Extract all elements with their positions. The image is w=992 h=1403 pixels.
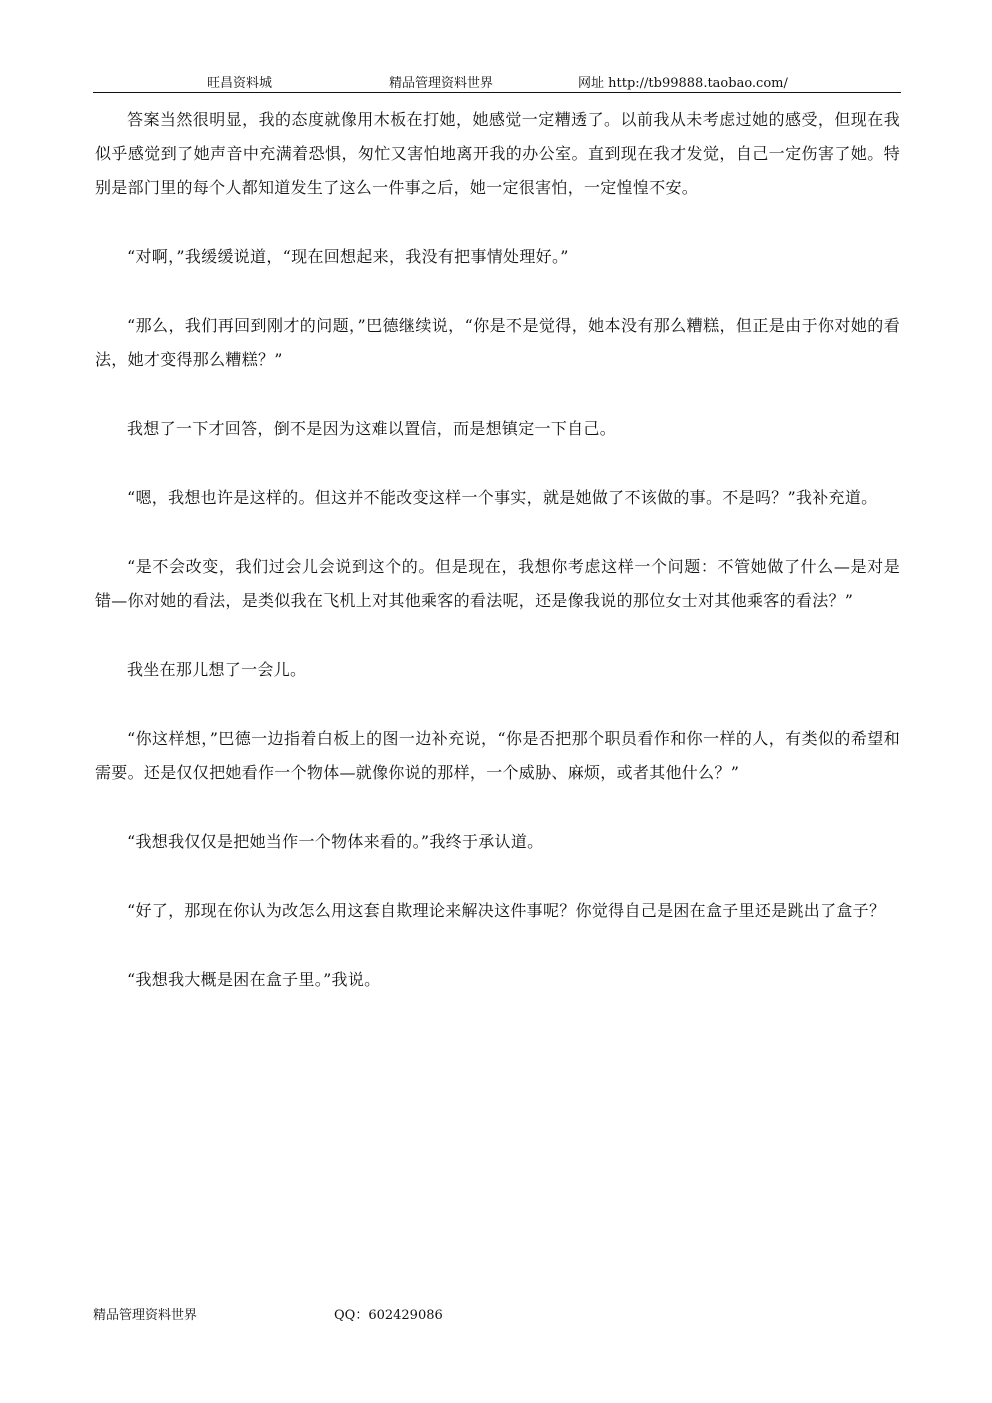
paragraph: 我想了一下才回答，倒不是因为这难以置信，而是想镇定一下自己。 (127, 419, 617, 438)
body-text (95, 103, 900, 997)
paragraph: “那么，我们再回到刚才的问题，”巴德继续说，“你是不是觉得，她本没有那么糟糕，但正是由于你对她的看法，她才变得那么糟糕？” (95, 316, 900, 369)
footer-qq: QQ：602429086 (334, 1308, 443, 1323)
paragraph: 我坐在那儿想了一会儿。 (127, 660, 307, 679)
paragraph: “我想我仅仅是把她当作一个物体来看的。”我终于承认道。 (127, 832, 544, 851)
header-site-name: 旺昌资料城 (207, 76, 273, 91)
paragraph: “对啊，”我缓缓说道，“现在回想起来，我没有把事情处理好。” (127, 247, 569, 266)
paragraph: 答案当然很明显，我的态度就像用木板在打她，她感觉一定糟透了。以前我从未考虑过她的感受，但现在我似乎感觉到了她声音中充满着恐惧，匆忙又害怕地离开我的办公室。直到现在我才发觉，自己一定伤害了她。特别是部门里的每个人都知道发生了这么一件事之后，她一定很害怕，一定惶惶不安。 (95, 110, 900, 197)
paragraph: “我想我大概是困在盒子里。”我说。 (127, 970, 381, 989)
page-footer (0, 1304, 992, 1322)
paragraph: “好了，那现在你认为改怎么用这套自欺理论来解决这件事呢？你觉得自己是困在盒子里还是跳出了盒子？ (127, 901, 886, 920)
header-divider (93, 92, 901, 93)
paragraph: “你这样想，”巴德一边指着白板上的图一边补充说，“你是否把那个职员看作和你一样的人，有类似的希望和需要。还是仅仅把她看作一个物体—就像你说的那样，一个威胁、麻烦，或者其他什么？” (95, 729, 900, 782)
header-title: 精品管理资料世界 (389, 76, 494, 91)
page-header (0, 72, 992, 90)
footer-title: 精品管理资料世界 (93, 1308, 198, 1323)
paragraph: “是不会改变，我们过会儿会说到这个的。但是现在，我想你考虑这样一个问题：不管她做了什么—是对是错—你对她的看法，是类似我在飞机上对其他乘客的看法呢，还是像我说的那位女士对其他乘客的看法？” (95, 557, 900, 610)
header-url: 网址 http://tb99888.taobao.com/ (578, 76, 788, 91)
paragraph: “嗯，我想也许是这样的。但这并不能改变这样一个事实，就是她做了不该做的事。不是吗？”我补充道。 (127, 488, 878, 507)
